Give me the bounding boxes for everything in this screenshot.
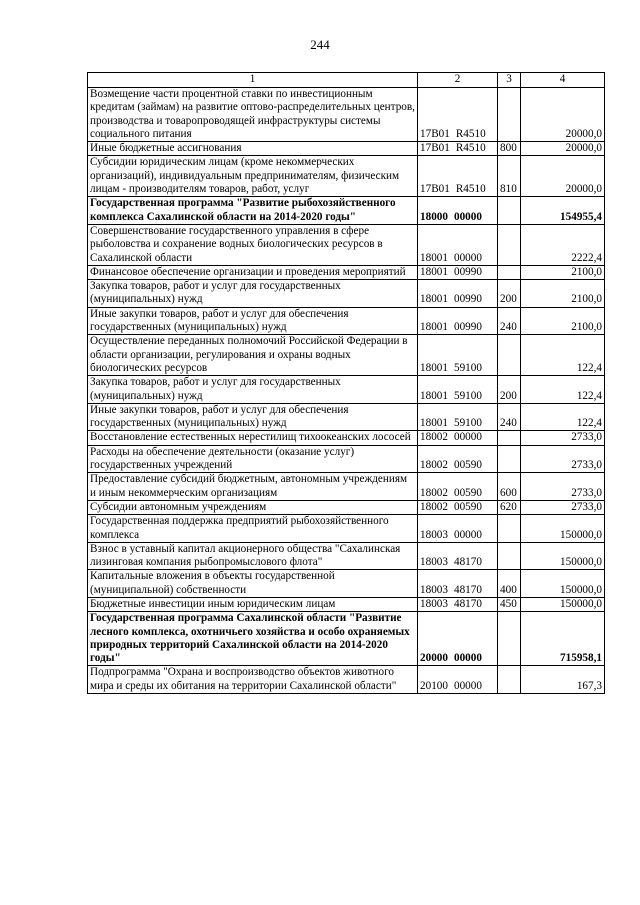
row-amount: 2733,0	[521, 473, 605, 501]
row-code-program: 18001	[420, 389, 448, 402]
row-expense-type	[498, 431, 521, 445]
row-code-program: 18001	[420, 293, 448, 306]
table-row	[88, 597, 605, 611]
row-code-direction: 00990	[453, 321, 482, 334]
row-code-direction: 00590	[453, 486, 482, 499]
row-expense-type	[498, 542, 521, 570]
row-code	[418, 307, 498, 335]
table-row	[88, 542, 605, 570]
row-code-direction: 00000	[453, 528, 482, 541]
row-code	[418, 335, 498, 376]
row-name: Предоставление субсидий бюджетным, автономным учреждениям и иным некоммерческим организациям	[88, 473, 418, 501]
table-row	[88, 265, 605, 279]
row-code	[418, 376, 498, 404]
table-header-row	[88, 73, 605, 88]
row-code-program: 17B01	[420, 183, 450, 196]
row-name: Субсидии автономным учреждениям	[88, 500, 418, 514]
header-col-1: 1	[88, 73, 418, 88]
row-name: Восстановление естественных нерестилищ тихоокеанских лососей	[88, 431, 418, 445]
table-row	[88, 403, 605, 431]
row-code-direction: 59100	[453, 361, 482, 374]
row-code-program: 18000	[420, 210, 448, 223]
row-amount: 20000,0	[521, 88, 605, 142]
row-name: Расходы на обеспечение деятельности (оказание услуг) государственных учреждений	[88, 445, 418, 473]
row-code-program: 17B01	[420, 142, 450, 155]
row-name: Субсидии юридическим лицам (кроме некоммерческих организаций), индивидуальным предпринимателям, физическим лицам - производителям товаров, работ, услуг	[88, 156, 418, 197]
row-expense-type	[498, 666, 521, 694]
table-row	[88, 307, 605, 335]
row-code-direction: 00000	[453, 652, 482, 665]
row-code	[418, 197, 498, 225]
row-code-program: 18003	[420, 528, 448, 541]
row-code	[418, 280, 498, 308]
row-expense-type	[498, 445, 521, 473]
table-row	[88, 197, 605, 225]
row-code-direction: R4510	[455, 127, 486, 140]
table-row	[88, 376, 605, 404]
row-expense-type: 240	[498, 307, 521, 335]
row-code	[418, 612, 498, 666]
row-code-program: 18002	[420, 431, 448, 444]
row-expense-type: 400	[498, 570, 521, 598]
table-row	[88, 335, 605, 376]
row-amount: 20000,0	[521, 156, 605, 197]
row-amount: 715958,1	[521, 612, 605, 666]
row-name: Государственная программа Сахалинской области "Развитие лесного комплекса, охотничьего хозяйства и особо охраняемых природных территорий Сахалинской области на 2014-2020 годы"	[88, 612, 418, 666]
row-code-direction: 48170	[453, 583, 482, 596]
row-name: Иные закупки товаров, работ и услуг для обеспечения государственных (муниципальных) нужд	[88, 403, 418, 431]
header-col-4: 4	[521, 73, 605, 88]
row-expense-type	[498, 612, 521, 666]
row-code-program: 18002	[420, 486, 448, 499]
table-row	[88, 570, 605, 598]
row-expense-type: 450	[498, 597, 521, 611]
row-code	[418, 142, 498, 156]
row-code-direction: 00000	[453, 251, 482, 264]
row-code-direction: 00990	[453, 293, 482, 306]
row-name: Подпрограмма "Охрана и воспроизводство объектов животного мира и среды их обитания на территории Сахалинской области"	[88, 666, 418, 694]
row-name: Совершенствование государственного управления в сфере рыболовства и сохранение водных биологических ресурсов в Сахалинской области	[88, 224, 418, 265]
row-expense-type	[498, 224, 521, 265]
row-name: Возмещение части процентной ставки по инвестиционным кредитам (займам) на развитие оптово-распределительных центров, производства и товаропроводящей инфраструктуры системы социального питания	[88, 88, 418, 142]
row-code	[418, 431, 498, 445]
row-expense-type: 200	[498, 280, 521, 308]
row-code-direction: R4510	[455, 142, 486, 155]
row-expense-type	[498, 88, 521, 142]
row-code	[418, 515, 498, 543]
row-expense-type: 240	[498, 403, 521, 431]
row-name: Бюджетные инвестиции иным юридическим лицам	[88, 597, 418, 611]
row-name: Государственная поддержка предприятий рыбохозяйственного комплекса	[88, 515, 418, 543]
table-row	[88, 612, 605, 666]
row-name: Закупка товаров, работ и услуг для государственных (муниципальных) нужд	[88, 376, 418, 404]
row-amount: 150000,0	[521, 542, 605, 570]
row-expense-type: 810	[498, 156, 521, 197]
row-amount: 2100,0	[521, 280, 605, 308]
row-name: Взнос в уставный капитал акционерного общества "Сахалинская лизинговая компания рыбопромыслового флота"	[88, 542, 418, 570]
row-expense-type	[498, 515, 521, 543]
row-code-program: 18003	[420, 556, 448, 569]
budget-table	[87, 72, 605, 694]
row-code	[418, 265, 498, 279]
row-expense-type: 200	[498, 376, 521, 404]
row-code	[418, 570, 498, 598]
table-row	[88, 500, 605, 514]
row-amount: 150000,0	[521, 570, 605, 598]
row-amount: 154955,4	[521, 197, 605, 225]
row-expense-type: 620	[498, 500, 521, 514]
row-amount: 2733,0	[521, 431, 605, 445]
row-code-direction: 48170	[453, 597, 482, 610]
row-amount: 2222,4	[521, 224, 605, 265]
table-row	[88, 666, 605, 694]
row-amount: 2100,0	[521, 307, 605, 335]
row-code-direction: 00590	[453, 459, 482, 472]
row-code-program: 18001	[420, 265, 448, 278]
row-code-program: 18003	[420, 597, 448, 610]
row-code-program: 18001	[420, 417, 448, 430]
table-row	[88, 515, 605, 543]
table-row	[88, 142, 605, 156]
row-name: Осуществление переданных полномочий Российской Федерации в области организации, регулирования и охраны водных биологических ресурсов	[88, 335, 418, 376]
row-amount: 122,4	[521, 335, 605, 376]
table-row	[88, 445, 605, 473]
header-col-3: 3	[498, 73, 521, 88]
row-code	[418, 473, 498, 501]
row-code	[418, 88, 498, 142]
table-row	[88, 280, 605, 308]
row-amount: 150000,0	[521, 597, 605, 611]
row-code	[418, 500, 498, 514]
row-code-direction: 59100	[453, 389, 482, 402]
row-code-direction: 59100	[453, 417, 482, 430]
row-expense-type: 600	[498, 473, 521, 501]
row-expense-type	[498, 197, 521, 225]
header-col-2: 2	[418, 73, 498, 88]
row-expense-type: 800	[498, 142, 521, 156]
table-row	[88, 156, 605, 197]
table-row	[88, 431, 605, 445]
row-code	[418, 156, 498, 197]
row-code	[418, 666, 498, 694]
row-code-direction: 00590	[453, 500, 482, 513]
row-amount: 167,3	[521, 666, 605, 694]
table-row	[88, 224, 605, 265]
row-code	[418, 224, 498, 265]
row-code-program: 18001	[420, 321, 448, 334]
row-code-direction: 00000	[453, 431, 482, 444]
row-code-program: 18002	[420, 459, 448, 472]
table-row	[88, 473, 605, 501]
row-code	[418, 597, 498, 611]
page-number: 244	[310, 37, 330, 52]
row-expense-type	[498, 265, 521, 279]
row-name: Иные бюджетные ассигнования	[88, 142, 418, 156]
row-amount: 2733,0	[521, 500, 605, 514]
row-code-program: 18001	[420, 361, 448, 374]
row-code-direction: 00000	[453, 210, 482, 223]
row-name: Закупка товаров, работ и услуг для государственных (муниципальных) нужд	[88, 280, 418, 308]
row-code-direction: 48170	[453, 556, 482, 569]
row-code	[418, 403, 498, 431]
row-amount: 20000,0	[521, 142, 605, 156]
row-code-direction: 00000	[453, 679, 482, 692]
row-code-program: 18001	[420, 251, 448, 264]
row-name: Иные закупки товаров, работ и услуг для обеспечения государственных (муниципальных) нужд	[88, 307, 418, 335]
row-code-program: 17B01	[420, 127, 450, 140]
table-row	[88, 88, 605, 142]
row-code-direction: R4510	[455, 183, 486, 196]
row-amount: 2733,0	[521, 445, 605, 473]
row-amount: 122,4	[521, 376, 605, 404]
row-amount: 2100,0	[521, 265, 605, 279]
row-amount: 150000,0	[521, 515, 605, 543]
row-code-program: 20100	[420, 679, 448, 692]
row-name: Капитальные вложения в объекты государственной (муниципальной) собственности	[88, 570, 418, 598]
row-name: Государственная программа "Развитие рыбохозяйственного комплекса Сахалинской области на 2014-2020 годы"	[88, 197, 418, 225]
row-code-direction: 00990	[453, 265, 482, 278]
row-code-program: 18002	[420, 500, 448, 513]
row-code	[418, 445, 498, 473]
row-expense-type	[498, 335, 521, 376]
row-code	[418, 542, 498, 570]
row-amount: 122,4	[521, 403, 605, 431]
row-code-program: 18003	[420, 583, 448, 596]
row-code-program: 20000	[420, 652, 448, 665]
row-name: Финансовое обеспечение организации и проведения мероприятий	[88, 265, 418, 279]
